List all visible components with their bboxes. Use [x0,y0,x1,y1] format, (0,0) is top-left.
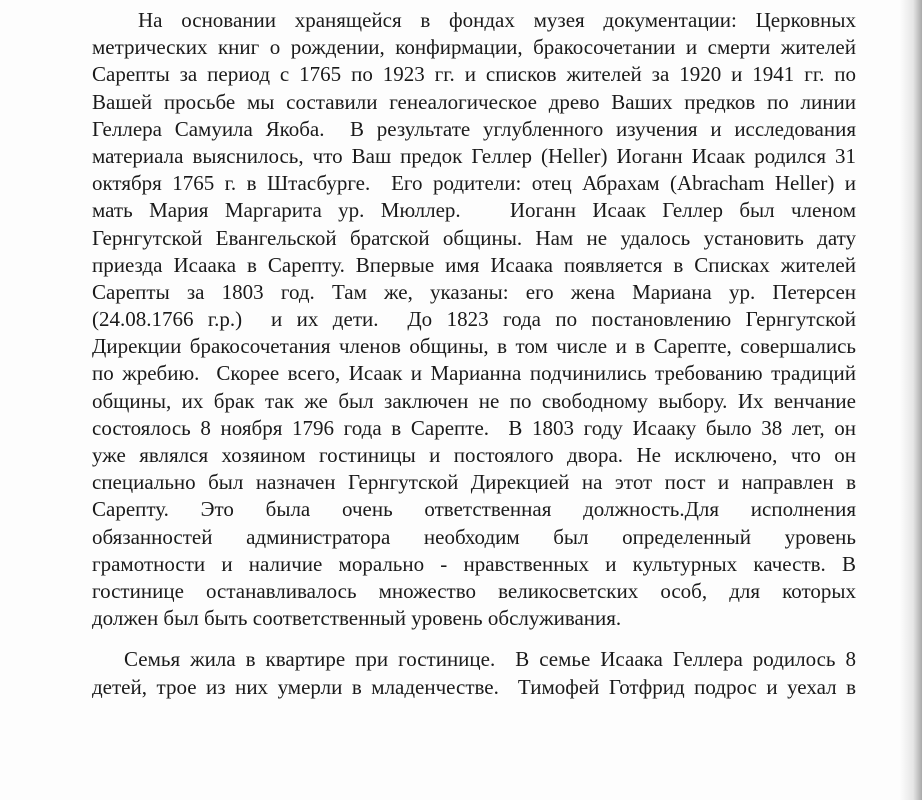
text-line: уже являлся хозяином гостиницы и постоялого двора. Не исключено, что он [92,443,856,467]
text-line: приезда Исаака в Сарепту. Впервые имя Исаака появляется в Списках жителей [92,252,856,277]
text-line: Дирекции бракосочетания членов общины, в том числе и в Сарепте, совершались [92,334,856,359]
paragraph-2 [92,646,856,700]
text-line: гостинице останавливалось множество великосветских особ, для которых [92,578,856,603]
page-edge-shadow [900,0,922,800]
text-line: детей, трое из них умерли в младенчестве. Тимофей Готфрид подрос и уехал в [92,674,856,699]
text-line: Гернгутской Евангельской братской общины. Нам не удалось установить дату [92,225,856,250]
text-line: метрических книг о рождении, конфирмации, бракосочетании и смерти жителей [92,35,856,60]
text-line: октября 1765 г. в Штасбурге. Его родители: отец Абрахам (Abracham Heller) и [92,171,856,196]
paragraph-gap [92,632,856,646]
text-line: Вашей просьбе мы составили генеалогическое древо Ваших предков по линии [92,89,856,114]
text-line: по жребию. Скорее всего, Исаак и Марианна подчинились требованию традиций [92,361,856,386]
text-line: материала выяснилось, что Ваш предок Геллер (Heller) Иоганн Исаак родился 31 [92,143,856,168]
text-line: На основании хранящейся в фондах музея документации: Церковных [138,8,856,32]
text-line: Семья жила в квартире при гостинице. В семье Исаака Геллера родилось 8 [124,647,856,672]
text-line: специально был назначен Гернгутской Дирекцией на этот пост и направлен в [92,470,856,495]
text-line: Сарепту. Это была очень ответственная должность.Для исполнения [92,497,856,522]
text-line: грамотности и наличие морально - нравственных и культурных качеств. В [92,551,856,576]
text-line: должен был быть соответственный уровень обслуживания. [92,606,622,631]
paragraph-1 [92,7,856,632]
text-line: (24.08.1766 г.р.) и их дети. До 1823 года по постановлению Гернгутской [92,307,856,332]
text-line: обязанностей администратора необходим был определенный уровень [92,524,856,549]
text-line: Сарепты за период с 1765 по 1923 гг. и списков жителей за 1920 и 1941 гг. по [92,62,856,87]
text-line: Сарепты за 1803 год. Там же, указаны: его жена Мариана ур. Петерсен [92,279,856,304]
text-line: общины, их брак так же был заключен не по свободному выбору. Их венчание [92,388,856,413]
text-line: состоялось 8 ноября 1796 года в Сарепте. В 1803 году Исааку было 38 лет, он [92,415,856,440]
text-line: Геллера Самуила Якоба. В результате углубленного изучения и исследования [92,116,856,141]
text-line: мать Мария Маргарита ур. Мюллер. Иоганн Исаак Геллер был членом [92,198,856,223]
document-text [92,7,856,701]
